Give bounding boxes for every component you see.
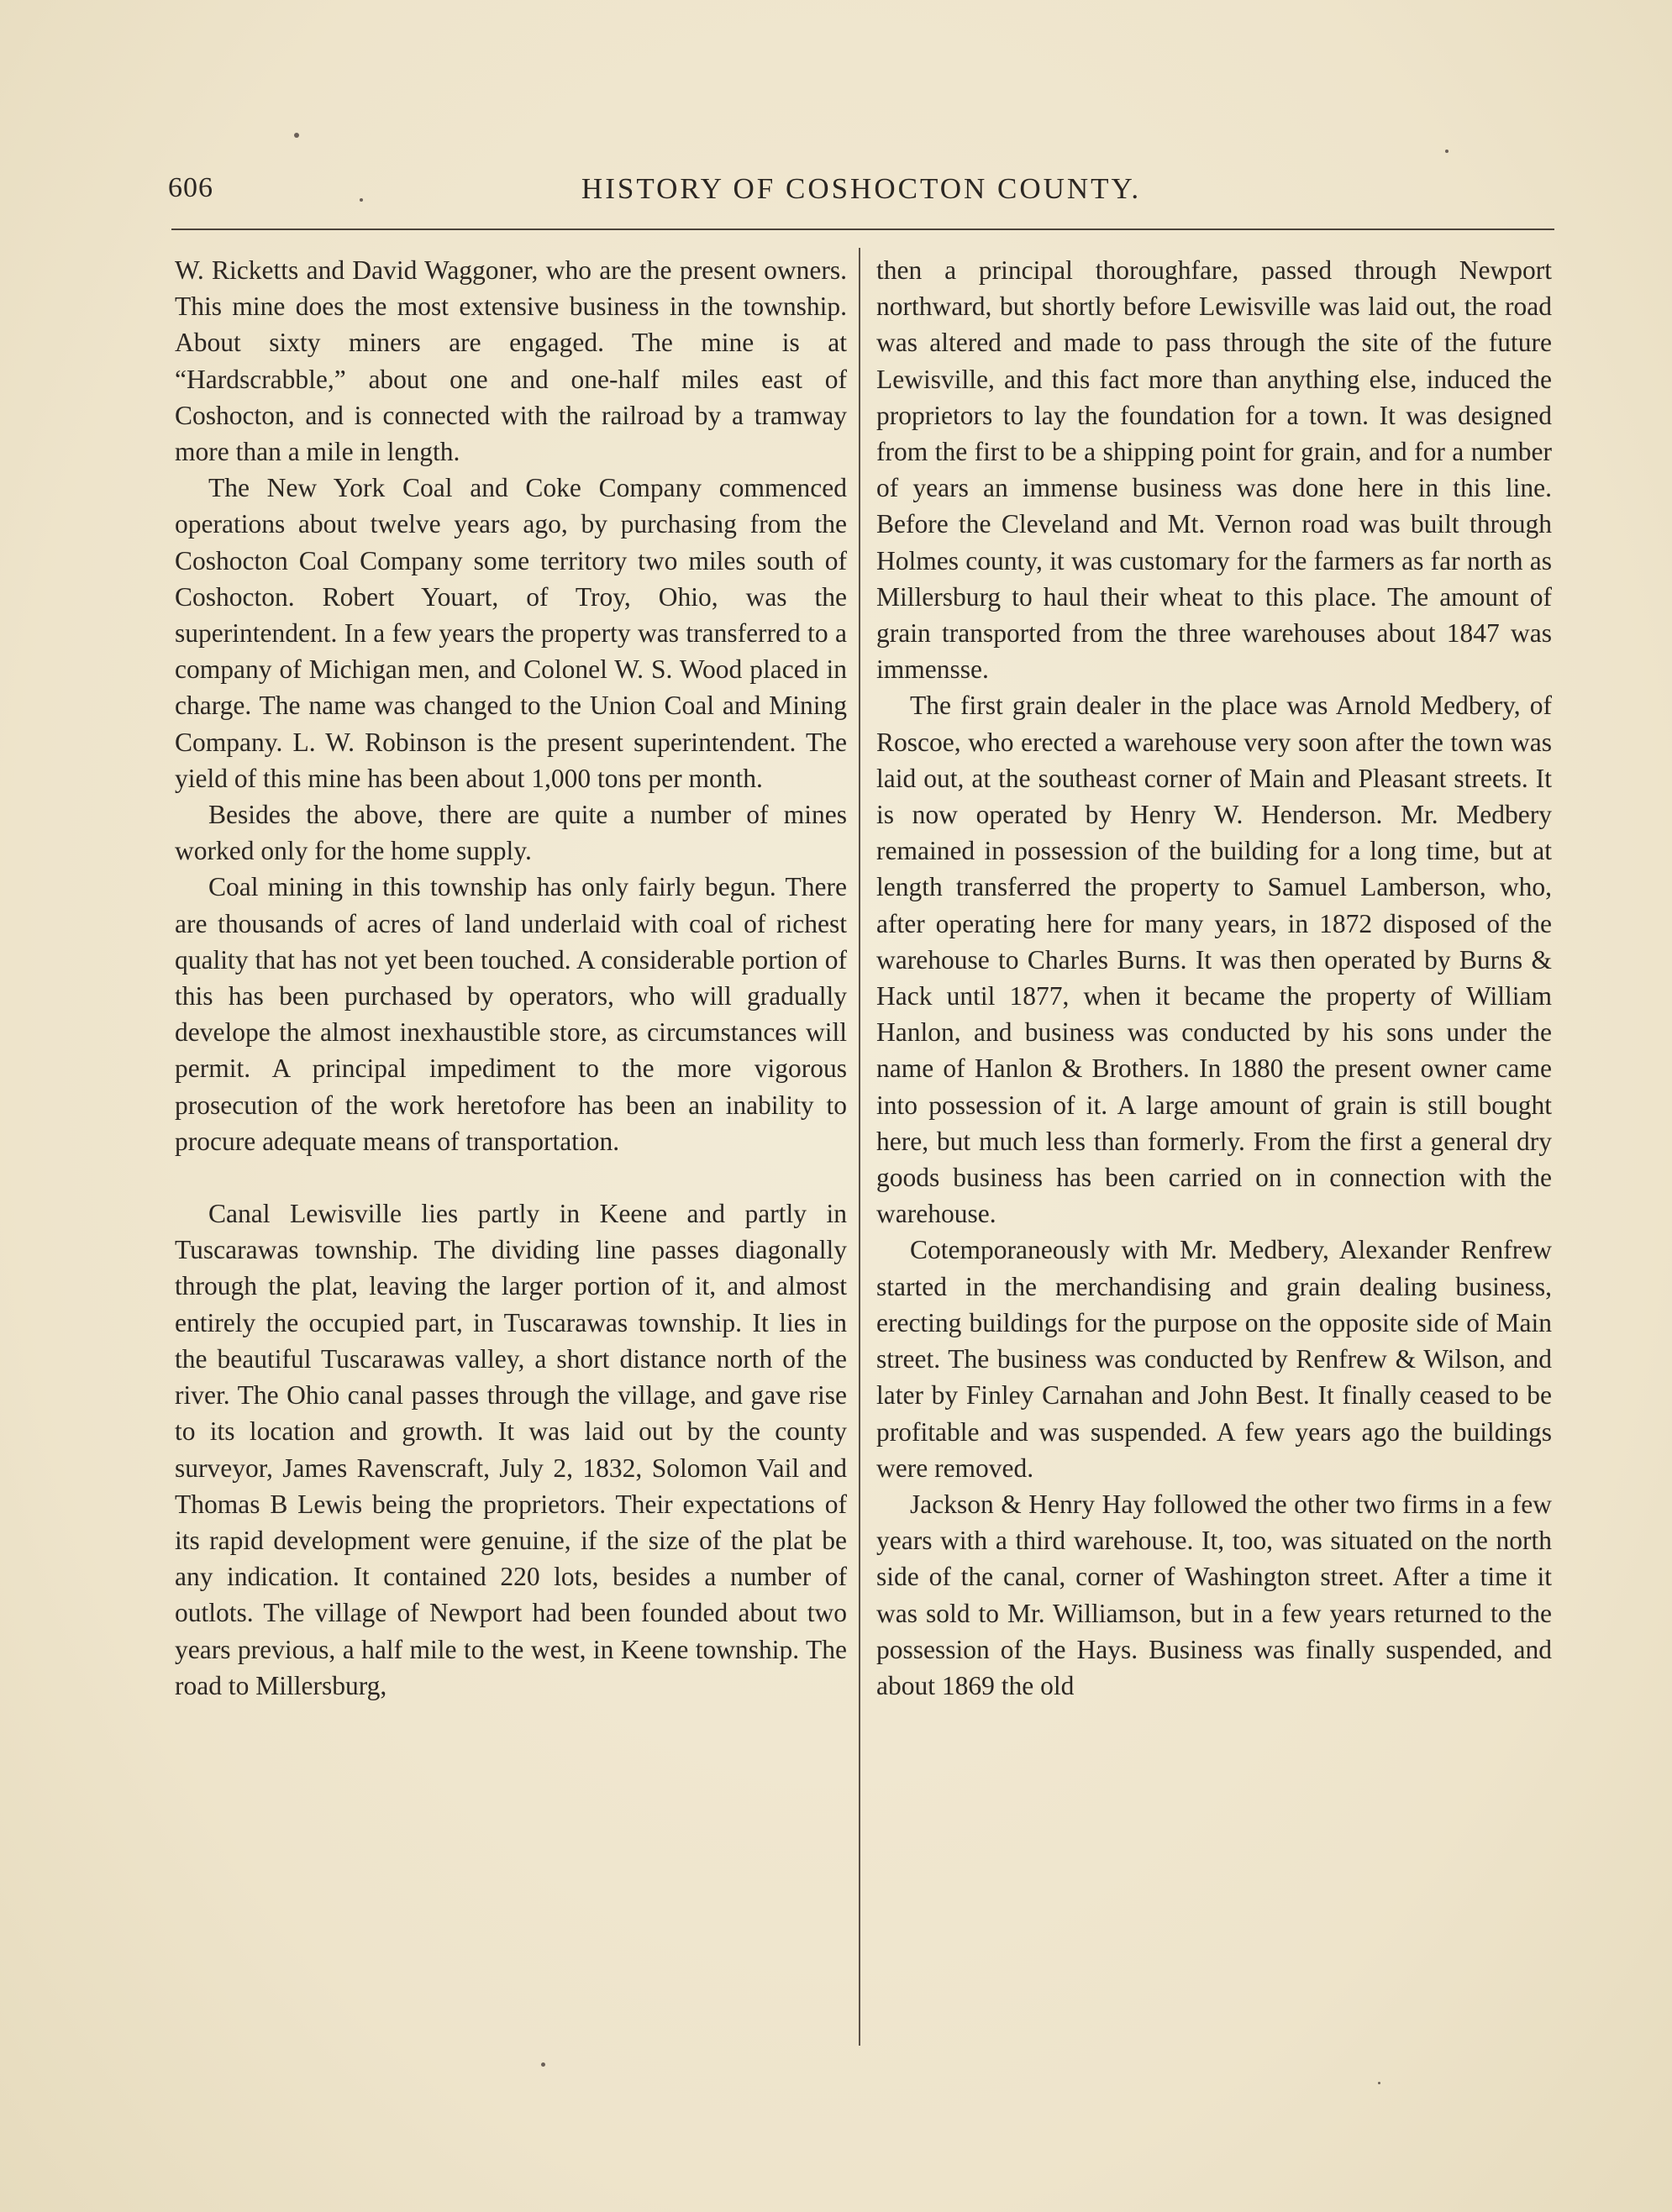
right-column bbox=[876, 252, 1552, 1704]
header-rule bbox=[171, 229, 1554, 230]
paper-speck bbox=[360, 198, 363, 202]
paragraph: Canal Lewisville lies partly in Keene and partly in Tuscarawas township. The dividing line passes diagonally through the plat, leaving the larger portion of it, and almost entirely the occupied part, in Tuscarawas township. It lies in the beautiful Tuscarawas valley, a short distance north of the river. The Ohio canal passes through the village, and gave rise to its location and growth. It was laid out by the county surveyor, James Ravenscraft, July 2, 1832, Solomon Vail and Thomas B Lewis being the proprietors. Their expectations of its rapid development were genuine, if the size of the plat be any indication. It contained 220 lots, besides a number of outlots. The village of Newport had been founded about two years previous, a half mile to the west, in Keene township. The road to Millersburg, bbox=[175, 1199, 847, 1700]
running-head: HISTORY OF COSHOCTON COUNTY. bbox=[581, 172, 1142, 205]
page-header bbox=[168, 172, 1554, 214]
paragraph: The New York Coal and Coke Company commenced operations about twelve years ago, by purchasing from the Coshocton Coal Company some territory two miles south of Coshocton. Robert Youart, of Troy, Ohio, was the superintendent. In a few years the property was transferred to a company of Michigan men, and Colonel W. S. Wood placed in charge. The name was changed to the Union Coal and Mining Company. L. W. Robinson is the present superintendent. The yield of this mine has been about 1,000 tons per month. bbox=[175, 473, 847, 793]
paragraph: Besides the above, there are quite a number of mines worked only for the home supply. bbox=[175, 800, 847, 866]
paragraph: then a principal thoroughfare, passed through Newport northward, but shortly before Lewisville was laid out, the road was altered and made to pass through the site of the future Lewisville, and this fact more than anything else, induced the proprietors to lay the foundation for a town. It was designed from the first to be a shipping point for grain, and for a number of years an immense business was done here in this line. Before the Cleveland and Mt. Vernon road was built through Holmes county, it was customary for the farmers as far north as Millersburg to haul their wheat to this place. The amount of grain transported from the three warehouses about 1847 was immensse. bbox=[876, 255, 1552, 685]
paragraph: Jackson & Henry Hay followed the other two firms in a few years with a third warehouse. It, too, was situated on the north side of the canal, corner of Washington street. After a time it was sold to Mr. Williamson, but in a few years returned to the possession of the Hays. Business was finally suspended, and about 1869 the old bbox=[876, 1489, 1552, 1700]
column-divider bbox=[859, 248, 860, 2046]
paragraph: The first grain dealer in the place was Arnold Medbery, of Roscoe, who erected a warehouse very soon after the town was laid out, at the southeast corner of Main and Pleasant streets. It is now operated by Henry W. Henderson. Mr. Medbery remained in possession of the building for a long time, but at length transferred the property to Samuel Lamberson, who, after operating here for many years, in 1872 disposed of the warehouse to Charles Burns. It was then operated by Burns & Hack until 1877, when it became the property of William Hanlon, and business was conducted by his sons under the name of Hanlon & Brothers. In 1880 the present owner came into possession of it. A large amount of grain is still bought here, but much less than formerly. From the first a general dry goods business has been carried on in connection with the warehouse. bbox=[876, 691, 1552, 1229]
paragraph: Cotemporaneously with Mr. Medbery, Alexander Renfrew started in the merchandising and grain dealing business, erecting buildings for the purpose on the opposite side of Main street. The business was conducted by Renfrew & Wilson, and later by Finley Carnahan and John Best. It finally ceased to be profitable and was suspended. A few years ago the buildings were removed. bbox=[876, 1235, 1552, 1483]
paper-speck bbox=[1445, 150, 1449, 153]
left-column bbox=[175, 252, 847, 1704]
paragraph: W. Ricketts and David Waggoner, who are the present owners. This mine does the most extensive business in the township. About sixty miners are engaged. The mine is at “Hardscrabble,” about one and one-half miles east of Coshocton, and is connected with the railroad by a tramway more than a mile in length. bbox=[175, 255, 847, 467]
page-number: 606 bbox=[168, 172, 213, 203]
paper-speck bbox=[1378, 2082, 1380, 2084]
paragraph: Coal mining in this township has only fairly begun. There are thousands of acres of land underlaid with coal of richest quality that has not yet been touched. A considerable portion of this has been purchased by operators, who will gradually develope the almost inexhaustible store, as circumstances will permit. A principal impediment to the more vigorous prosecution of the work heretofore has been an inability to procure adequate means of transportation. bbox=[175, 872, 847, 1156]
paper-speck bbox=[541, 2062, 545, 2067]
paper-speck bbox=[294, 133, 299, 138]
